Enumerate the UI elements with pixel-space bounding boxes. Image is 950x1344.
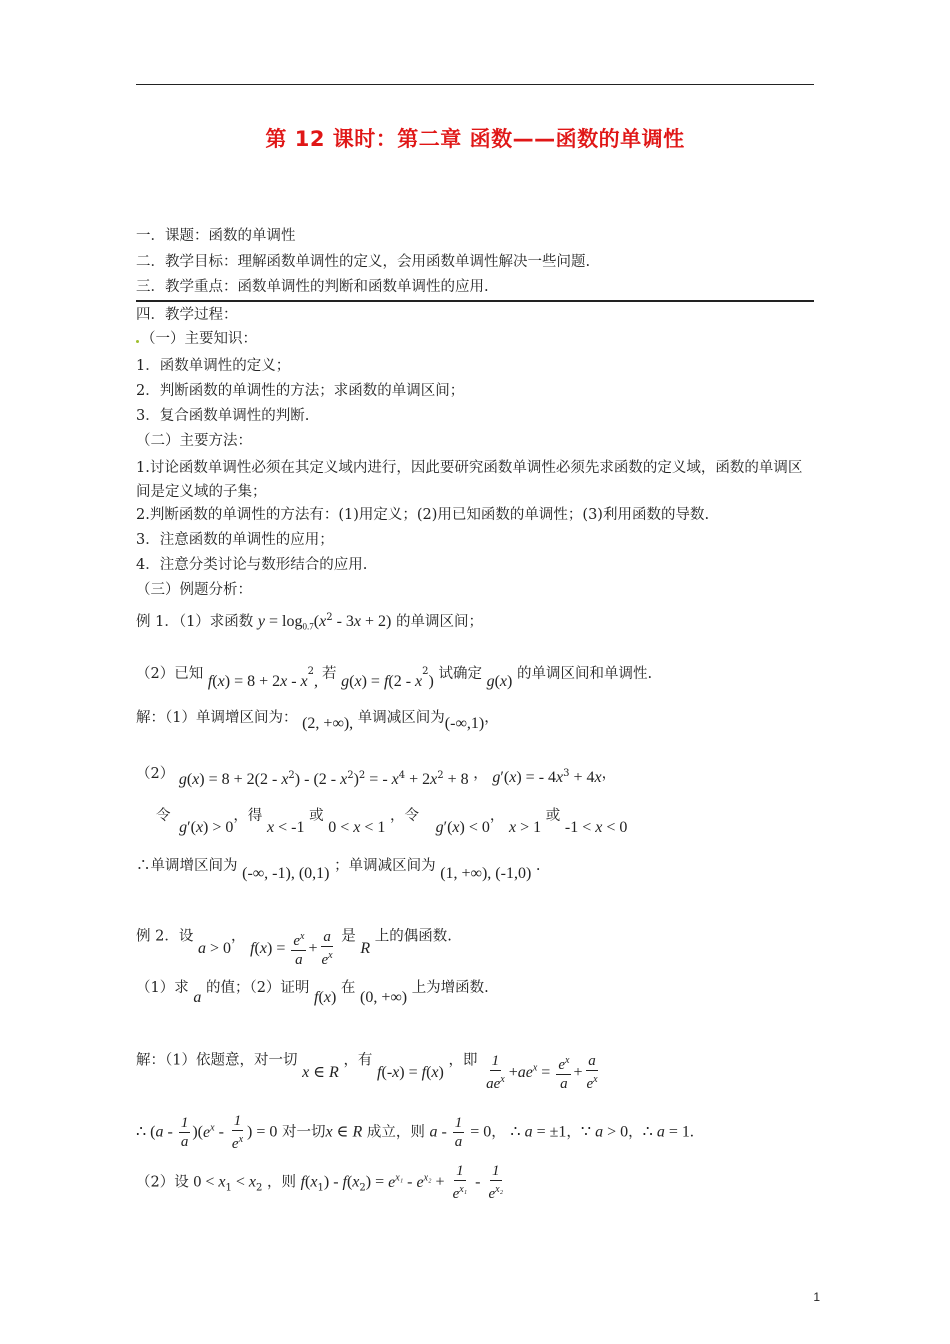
method-item-1: 1.讨论函数单调性必须在其定义域内进行，因此要研究函数单调性必须先求函数的定义域，函数的单调区间是定义域的子集；: [136, 460, 803, 500]
ex2-q1c: 上为增函数.: [411, 980, 489, 996]
methods-heading: （二）主要方法：: [136, 433, 252, 449]
method-item-2: 2.判断函数的单调性的方法有：(1)用定义；(2)用已知函数的单调性；(3)利用函数的导数.: [136, 507, 710, 523]
mid-rule: [136, 300, 814, 302]
ex2-you: ，有: [343, 1052, 373, 1069]
ex2-questions: （1）求 a 的值；（2）证明 f(x) 在 (0, +∞) 上为增函数.: [136, 980, 489, 1006]
ex1-conc-prefix: ∴单调增区间为: [136, 858, 238, 874]
page-title: 第 12 课时：第二章 函数——函数的单调性: [265, 127, 685, 151]
knowledge-item: 3．复合函数单调性的判断.: [136, 408, 310, 424]
page-number: 1: [813, 1290, 820, 1304]
ex2-prefix: 例 2．设: [136, 928, 194, 945]
ex1-conc-suffix: .: [535, 858, 541, 874]
ex2-q1: （1）求: [136, 980, 189, 996]
ex2-sol2-prefix: （2）设: [136, 1174, 189, 1191]
ex2-sol1-prefix: 解：（1）依题意，对一切: [136, 1052, 298, 1069]
ex1-q1-suffix: 的单调区间；: [395, 613, 483, 630]
ex1-de: ，得: [233, 808, 263, 824]
ex2-zai: 在: [340, 980, 356, 996]
examples-heading: （三）例题分析：: [136, 582, 252, 598]
formula: y: [257, 612, 266, 630]
knowledge-item: 2．判断函数的单调性的方法；求函数的单调区间；: [136, 383, 465, 399]
ex1-sol2: （2） $g(x) = 8 + 2(2 - x^2) - (2 - x^2)^2$ = - $x^4 + 2x^2 + 8$ ， g′(x) = - $4x^3 + 4x$，: [136, 765, 617, 788]
ex1-ling2: ，令: [389, 808, 419, 824]
ex1-conclusion: ∴单调增区间为 (-∞, -1), (0,1) ；单调减区间为 (1, +∞), (-1,0) .: [136, 858, 541, 882]
ex1-sol1-prefix: 解：（1）单调增区间为：: [136, 710, 298, 726]
ex1-sol1-mid: 单调减区间为: [357, 710, 445, 726]
knowledge-item: 1．函数单调性的定义；: [136, 358, 291, 374]
top-rule: [136, 84, 814, 85]
ex1-huo2: 或: [545, 808, 561, 824]
ex2-ze: ，则: [266, 1174, 296, 1191]
ex1-q1: 例 1．（1）求函数 $y = \log_{0.7}(x^2 - 3x + 2)$ 的单调区间；: [136, 612, 483, 632]
ex1-q2-ruo: 若: [322, 665, 337, 682]
bullet-dot: [136, 340, 139, 343]
ex2-is: 是: [341, 928, 356, 945]
ex1-huo1: 或: [309, 808, 324, 824]
knowledge-heading: [136, 329, 257, 349]
ex1-q2: （2）已知 $f(x) = 8 + 2x - x^2$, 若 $g(x) = f(2 - x^2)$ 试确定 g(x) 的单调区间和单调性.: [136, 665, 653, 690]
knowledge-heading-text: （一）主要知识：: [141, 331, 257, 347]
ex1-sol1: 解：（1）单调增区间为： (2, +∞), 单调减区间为(-∞,1)，: [136, 710, 499, 732]
ex1-q2-prefix: （2）已知: [136, 665, 204, 682]
ex2-therefore-text: 对一切: [281, 1124, 326, 1141]
key-line: 三．教学重点：函数单调性的判断和函数单调性的应用.: [136, 279, 489, 295]
ex2-sol2: （2）设 $0 < x_1 < x_2$ ，则 $f(x_1) - f(x_2) = e^{x_1} - e^{x_2}$ + $\frac{1}{e^{x_1}}$ - $\frac{1}{e^{x_2}}$: [136, 1163, 504, 1202]
topic-line: 一．课题：函数的单调性: [136, 228, 296, 244]
ex2-chengli: 成立，则: [366, 1124, 425, 1141]
ex1-sol3: 令 g′(x) > 0，得 x < -1 或 0 < x < 1 ，令 g′(x) < 0， x > 1 或 -1 < x < 0: [156, 808, 628, 836]
method-item-4: 4．注意分类讨论与数形结合的应用.: [136, 557, 368, 573]
ex1-q2-shiqueding: 试确定: [438, 665, 482, 682]
ex2-suffix: 上的偶函数.: [374, 928, 452, 945]
goal-line: 二．教学目标：理解函数单调性的定义，会用函数单调性解决一些问题.: [136, 254, 591, 270]
ex1-sol2-prefix: （2）: [136, 765, 175, 782]
process-title: 四．教学过程：: [136, 307, 238, 323]
method-item-3: 3．注意函数的单调性的应用；: [136, 532, 334, 548]
ex1-ling1: 令: [156, 808, 171, 824]
ex1-conc-mid: ；单调减区间为: [334, 858, 436, 874]
ex1-q1-prefix: 例 1．（1）求函数: [136, 613, 254, 630]
ex2-sol1: 解：（1）依题意，对一切 x ∈ R ，有 f(-x) = f(x) ，即 $\frac{1}{ae^x}$ $+ae^x$ = $\frac{e^x}{a}$ + $\frac{a}{e^x}$: [136, 1052, 598, 1092]
ex2-therefore: ∴ (a - $\frac{1}{a}$ )($e^x$ - $\frac{1}{e^x}$ ) = 0 对一切x ∈ R 成立，则 a - $\frac{1}{a}$ = 0， ∴ a = ±1，∵ a > 0，∴ a = 1.: [136, 1113, 694, 1152]
ex2-statement: 例 2．设 a > 0， f(x) = $\frac{e^x}{a}$ + $\frac{a}{e^x}$ 是 R 上的偶函数.: [136, 928, 452, 968]
ex2-q1b: 的值；（2）证明: [205, 980, 310, 996]
ex2-ji: ，即: [448, 1052, 478, 1069]
ex1-q2-suffix: 的单调区间和单调性.: [516, 665, 653, 682]
